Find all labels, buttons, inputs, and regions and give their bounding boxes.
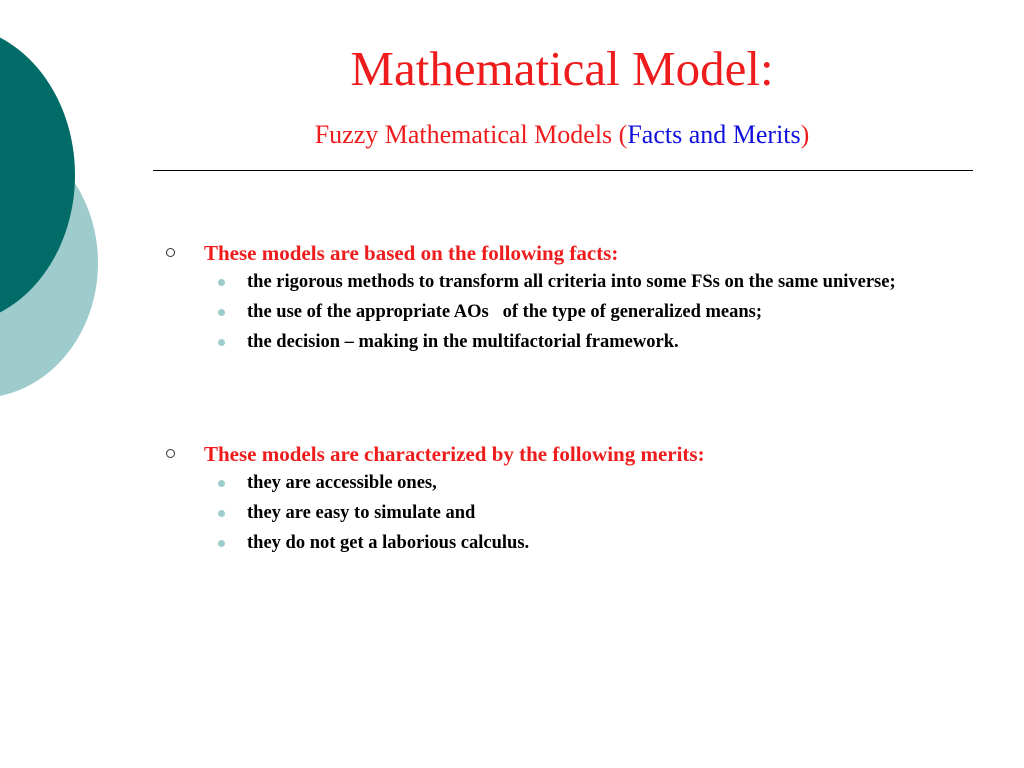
slide-title: Mathematical Model:: [350, 41, 774, 96]
merits-heading: [162, 441, 962, 467]
facts-heading-text: These models are based on the following facts:: [204, 241, 619, 265]
title-divider: [153, 170, 973, 171]
facts-section: [162, 240, 962, 362]
subtitle-highlight: Facts and Merits: [627, 120, 801, 149]
dot-bullet-icon: [218, 339, 225, 346]
dot-bullet-icon: [218, 540, 225, 547]
dot-bullet-icon: [218, 309, 225, 316]
subtitle-text: Fuzzy Mathematical Models (: [314, 120, 628, 149]
list-item-text: the rigorous methods to transform all criteria into some FSs on the same universe;: [247, 272, 896, 292]
list-item: [162, 533, 962, 553]
list-item-text: they are accessible ones,: [247, 473, 437, 493]
list-item: [162, 302, 962, 322]
list-item-text: they do not get a laborious calculus.: [247, 533, 530, 553]
list-item-text: the use of the appropriate AOs of the type of generalized means;: [247, 302, 763, 322]
list-item-text: the decision – making in the multifactorial framework.: [247, 332, 679, 352]
facts-list: [162, 272, 962, 352]
list-item: [162, 272, 962, 292]
list-item: [162, 332, 962, 352]
merits-heading-text: These models are characterized by the following merits:: [204, 442, 705, 466]
dot-bullet-icon: [218, 279, 225, 286]
facts-heading: [162, 240, 962, 266]
merits-section: [162, 441, 962, 563]
hollow-circle-bullet-icon: [166, 248, 175, 257]
merits-list: [162, 473, 962, 553]
list-item-text: they are easy to simulate and: [247, 503, 476, 523]
dot-bullet-icon: [218, 510, 225, 517]
list-item: [162, 503, 962, 523]
list-item: [162, 473, 962, 493]
hollow-circle-bullet-icon: [166, 449, 175, 458]
subtitle-closing-paren: ): [800, 120, 810, 149]
slide-subtitle: [150, 118, 974, 152]
dot-bullet-icon: [218, 480, 225, 487]
